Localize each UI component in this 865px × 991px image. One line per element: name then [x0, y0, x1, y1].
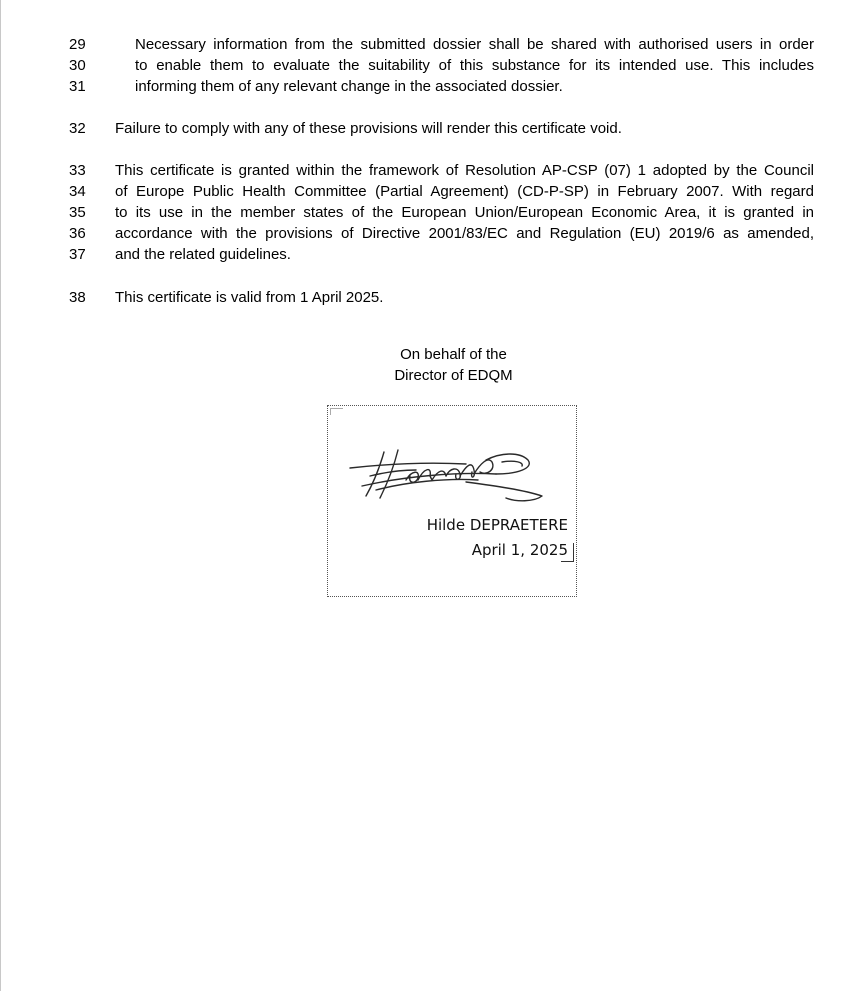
line-number: 29: [69, 36, 86, 53]
line-number: 33: [69, 162, 86, 179]
document-line: [0, 34, 865, 55]
document-line: [0, 55, 865, 76]
director-line: Director of EDQM: [394, 367, 513, 384]
document-line: [0, 202, 865, 223]
document-line: [0, 181, 865, 202]
line-text: of Europe Public Health Committee (Partial Agreement) (CD-P-SP) in February 2007. With regard: [115, 183, 814, 200]
line-number: 37: [69, 246, 86, 263]
signature-date: April 1, 2025: [471, 541, 568, 559]
line-number: 31: [69, 78, 86, 95]
line-text: accordance with the provisions of Directive 2001/83/EC and Regulation (EU) 2019/6 as amended,: [115, 225, 814, 242]
line-text: This certificate is granted within the framework of Resolution AP-CSP (07) 1 adopted by the Council: [115, 162, 814, 179]
line-text: and the related guidelines.: [115, 246, 291, 263]
line-text: This certificate is valid from 1 April 2025.: [115, 289, 384, 306]
behalf-line: On behalf of the: [400, 346, 507, 363]
line-number: 35: [69, 204, 86, 221]
document-line: [0, 244, 865, 265]
field-cursor-marker: [561, 543, 574, 562]
document-line: [0, 287, 865, 308]
field-corner-marker: [330, 408, 343, 415]
line-number: 36: [69, 225, 86, 242]
line-number: 30: [69, 57, 86, 74]
line-number: 32: [69, 120, 86, 137]
line-text: to enable them to evaluate the suitability of this substance for its intended use. This includes: [135, 57, 814, 74]
document-line: [0, 160, 865, 181]
line-number: 38: [69, 289, 86, 306]
line-text: Necessary information from the submitted dossier shall be shared with authorised users in order: [135, 36, 814, 53]
document-line: [0, 118, 865, 139]
line-text: Failure to comply with any of these provisions will render this certificate void.: [115, 120, 622, 137]
document-line: [0, 76, 865, 97]
line-text: informing them of any relevant change in the associated dossier.: [135, 78, 563, 95]
signatory-name: Hilde DEPRAETERE: [426, 516, 568, 534]
page-left-edge: [0, 0, 1, 991]
line-text: to its use in the member states of the European Union/European Economic Area, it is granted in: [115, 204, 814, 221]
signature-field[interactable]: [327, 405, 577, 597]
line-number: 34: [69, 183, 86, 200]
document-line: [0, 223, 865, 244]
handwritten-signature: [346, 446, 556, 516]
